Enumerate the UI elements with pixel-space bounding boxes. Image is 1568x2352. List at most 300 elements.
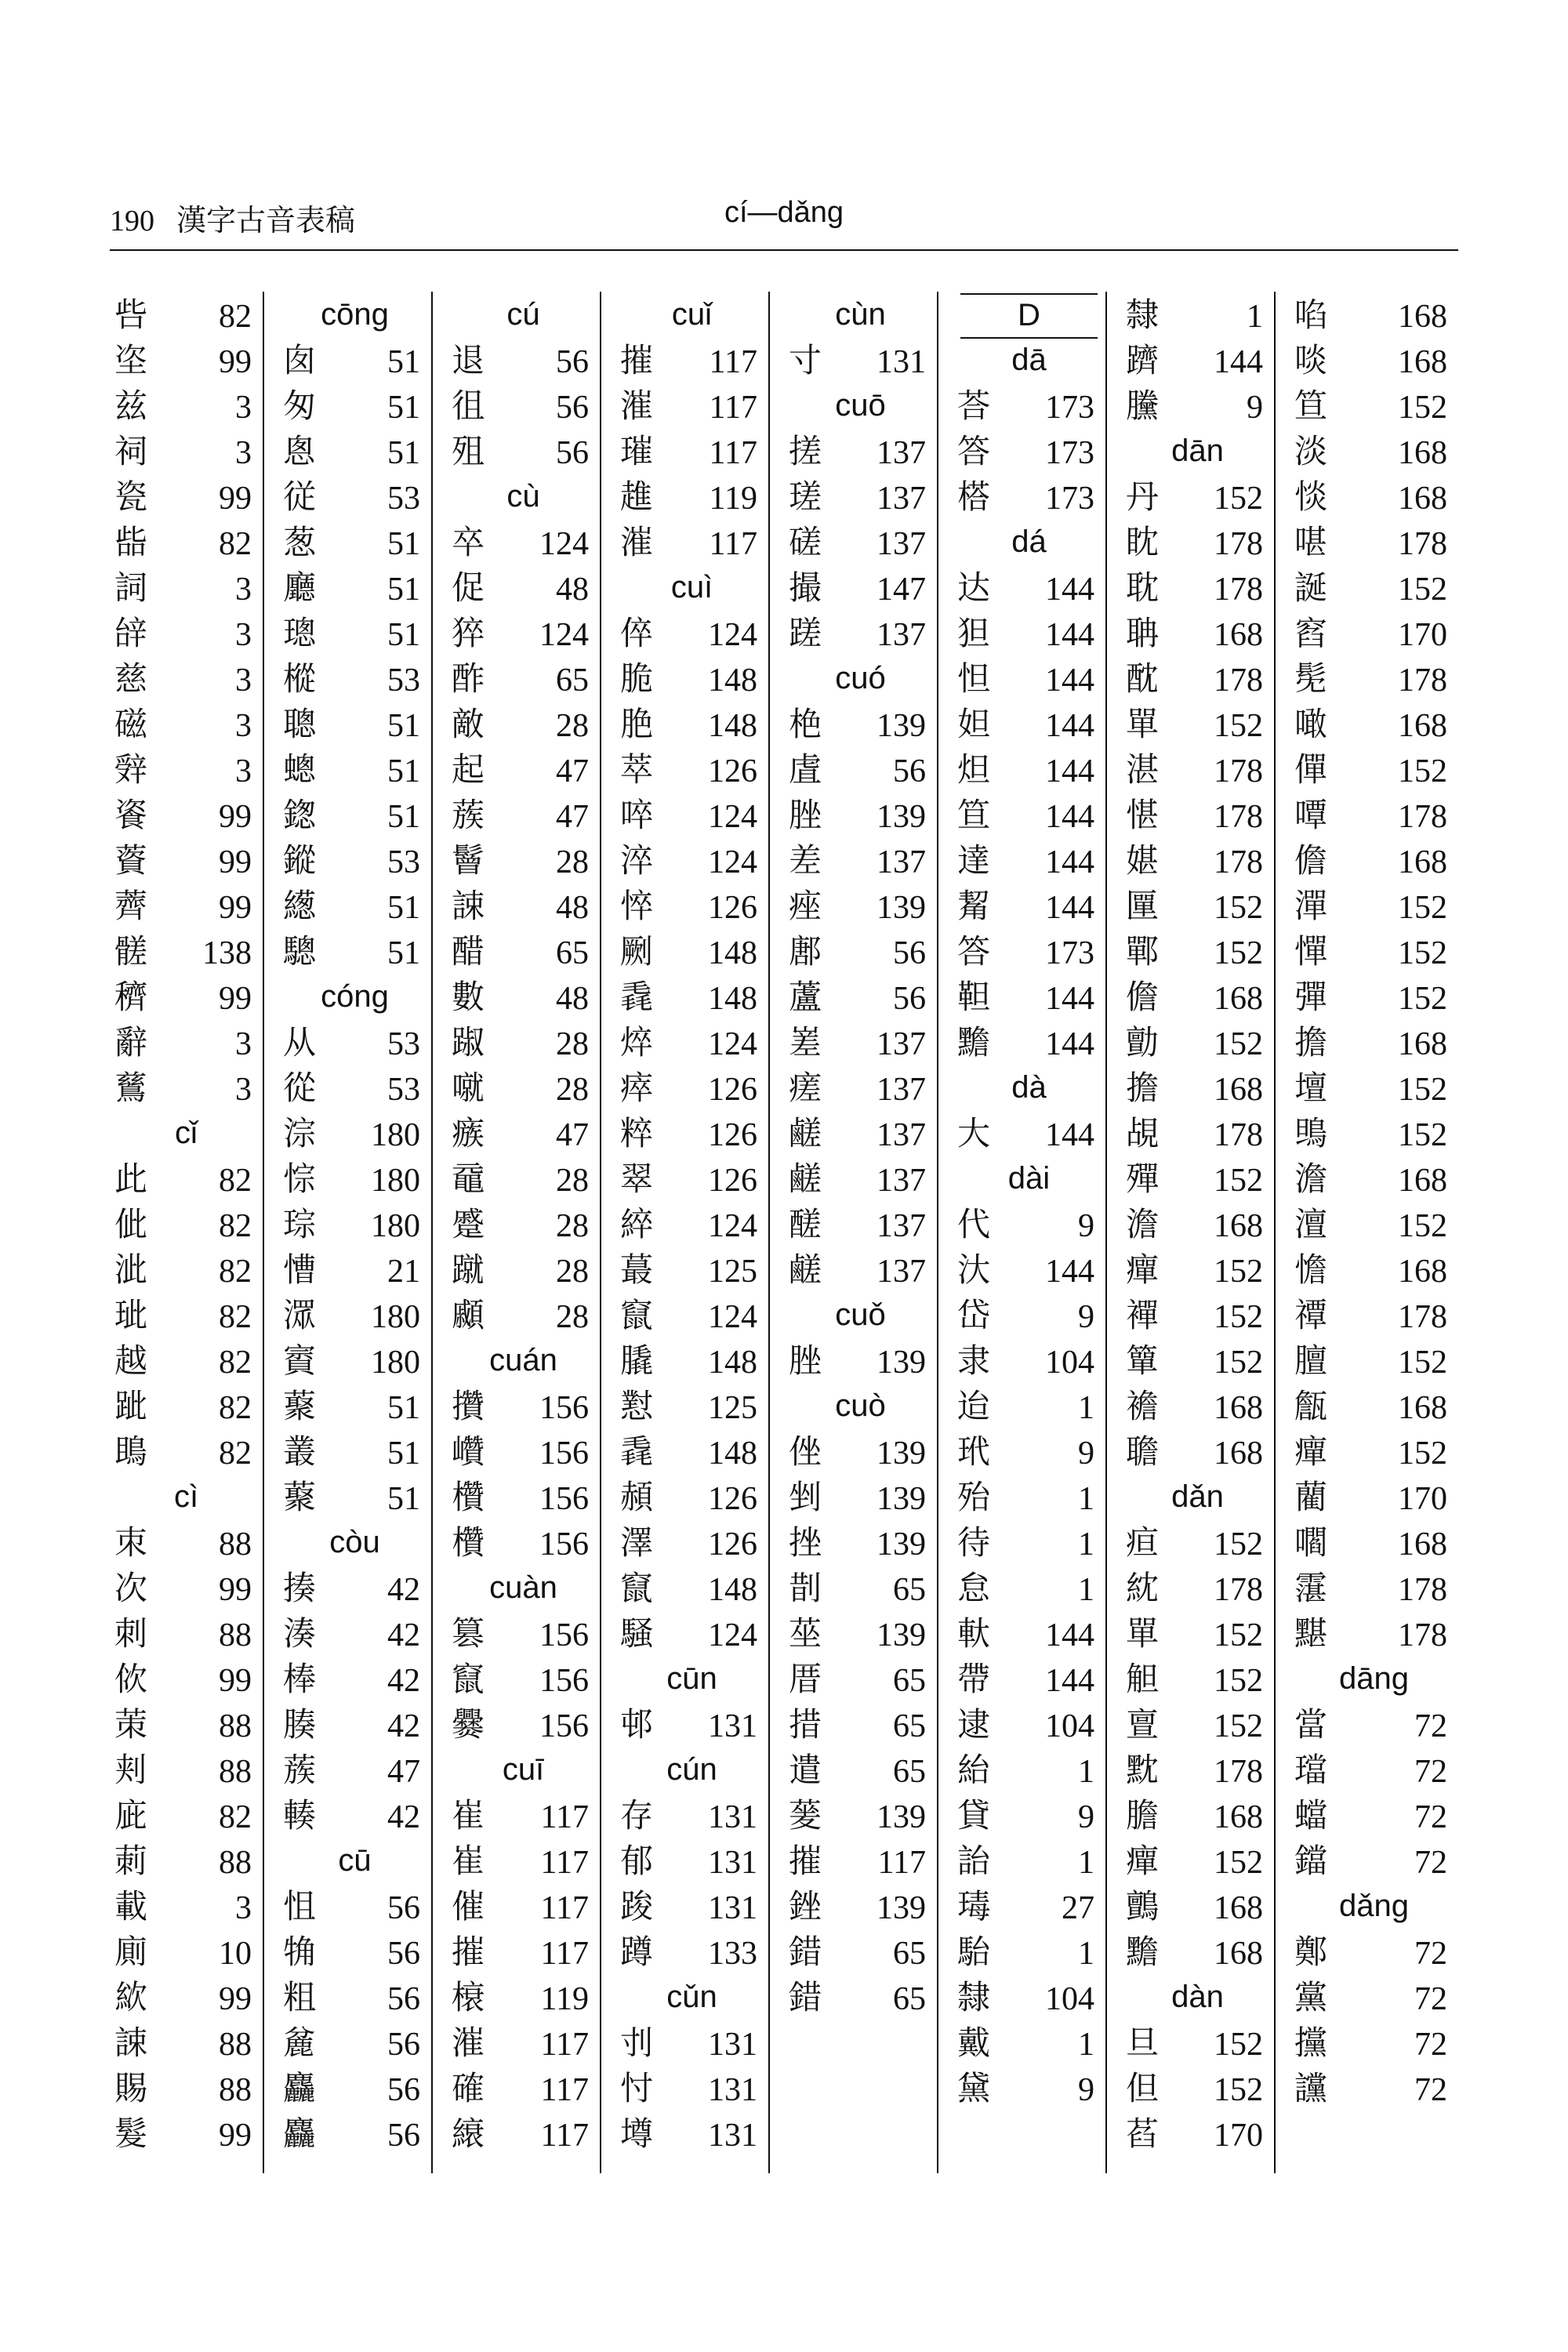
entry-character: 粗 [283,1978,317,2016]
entry-group-number: 168 [1214,1799,1263,1835]
index-entry [1290,1110,1458,1156]
entry-character: 觕 [283,1933,317,1971]
entry-group-number: 28 [556,1163,589,1199]
index-entry [278,383,431,428]
page-header [110,196,1458,245]
entry-character: 確 [452,2069,485,2107]
reading-heading [784,292,937,337]
entry-group-number: 72 [1414,2027,1447,2063]
entry-group-number: 9 [1078,2072,1094,2108]
entry-group-number: 9 [1078,1299,1094,1335]
entry-character: 巑 [452,1432,485,1471]
entry-character: 腠 [283,1705,317,1744]
entry-character: 瓷 [114,477,148,516]
entry-group-number: 126 [708,1072,757,1108]
entry-group-number: 119 [709,481,757,517]
index-entry [110,1156,263,1201]
entry-character: 憺 [1294,1250,1328,1289]
entry-group-number: 9 [1078,1208,1094,1244]
entry-character: 榙 [957,477,991,516]
entry-group-number: 131 [708,2118,757,2154]
index-entry [953,1610,1105,1656]
index-entry [447,1156,600,1201]
entry-character: 达 [957,568,991,607]
entry-character: 怠 [957,1569,991,1607]
index-entry [278,928,431,974]
entry-character: 顣 [452,1296,485,1334]
index-entry [278,519,431,564]
index-entry [447,519,600,564]
entry-group-number: 124 [708,1617,757,1653]
index-entry [447,383,600,428]
pinyin-reading: cuì [670,570,713,604]
index-entry [615,1428,768,1474]
entry-character: 髊 [114,932,148,971]
entry-group-number: 56 [387,2118,420,2154]
entry-group-number: 117 [540,2027,589,2063]
index-entry [1290,2020,1458,2065]
index-entry [278,1338,431,1383]
entry-group-number: 9 [1078,1436,1094,1472]
index-entry [1121,2111,1274,2156]
entry-character: 待 [957,1523,991,1562]
entry-character: 竄 [620,1296,654,1334]
entry-character: 厝 [789,1660,822,1698]
reading-heading [615,564,768,610]
index-entry [278,837,431,883]
index-entry [447,1201,600,1247]
index-entry [278,1792,431,1838]
entry-group-number: 117 [709,390,757,426]
entry-group-number: 152 [1214,1299,1263,1335]
entry-character: 攢 [452,1387,485,1425]
index-entry [1290,1701,1458,1747]
pinyin-reading: cuò [835,1388,886,1423]
index-columns [110,292,1458,2173]
entry-group-number: 178 [1214,662,1263,699]
index-entry [110,1428,263,1474]
entry-group-number: 144 [1214,344,1263,380]
entry-group-number: 178 [1398,799,1447,835]
entry-group-number: 82 [219,1799,252,1835]
entry-group-number: 56 [387,1936,420,1972]
entry-character: 澶 [1294,1205,1328,1243]
index-entry [1290,610,1458,655]
entry-group-number: 156 [539,1390,589,1426]
entry-character: 脞 [789,796,822,834]
entry-group-number: 88 [219,2027,252,2063]
entry-group-number: 53 [387,1072,420,1108]
entry-group-number: 1 [1078,1526,1094,1563]
entry-character: 踆 [620,1887,654,1926]
index-entry [1290,1156,1458,1201]
entry-group-number: 144 [1045,753,1094,789]
entry-character: 銼 [789,1887,822,1926]
entry-group-number: 152 [1398,572,1447,608]
entry-character: 黱 [1126,387,1160,425]
index-entry [278,701,431,746]
entry-group-number: 56 [387,2072,420,2108]
index-entry [447,1065,600,1110]
index-entry [615,1065,768,1110]
entry-group-number: 180 [371,1117,420,1153]
entry-character: 辭 [114,1023,148,1062]
entry-group-number: 152 [1398,1117,1447,1153]
index-entry [447,701,600,746]
index-entry [784,428,937,474]
index-entry [1121,1338,1274,1383]
letter-section-heading [953,292,1105,337]
entry-group-number: 56 [556,344,589,380]
entry-group-number: 1 [1078,1754,1094,1790]
entry-character: 誕 [1294,568,1328,607]
entry-character: 淙 [283,1114,317,1152]
entry-group-number: 168 [1214,1936,1263,1972]
entry-group-number: 124 [708,799,757,835]
index-entry [278,1110,431,1156]
index-entry [615,1247,768,1292]
entry-group-number: 168 [1214,1390,1263,1426]
entry-character: 黮 [1294,1614,1328,1653]
reading-heading [953,519,1105,564]
entry-group-number: 28 [556,844,589,880]
index-entry [615,974,768,1019]
index-entry [1121,1519,1274,1565]
reading-heading [953,337,1105,383]
entry-group-number: 144 [1045,799,1094,835]
entry-character: 鹺 [789,1250,822,1289]
index-entry [1290,1929,1458,1974]
index-entry [953,1110,1105,1156]
entry-character: 逮 [957,1705,991,1744]
entry-character: 藂 [283,1387,317,1425]
entry-character: 儋 [1126,978,1160,1016]
index-entry [278,2111,431,2156]
entry-character: 詞 [114,568,148,607]
index-entry [784,519,937,564]
entry-group-number: 148 [708,708,757,744]
entry-group-number: 124 [539,617,589,653]
entry-group-number: 168 [1398,435,1447,471]
index-entry [447,1883,600,1929]
entry-character: 萃 [620,750,654,789]
index-entry [110,974,263,1019]
entry-group-number: 156 [539,1617,589,1653]
entry-character: 淬 [620,841,654,880]
entry-character: 存 [620,1796,654,1835]
index-entry [784,883,937,928]
entry-group-number: 21 [387,1254,420,1290]
pinyin-reading: cǔn [666,1980,717,2014]
index-entry [1121,1383,1274,1428]
entry-group-number: 82 [219,1390,252,1426]
entry-character: 怚 [283,1887,317,1926]
index-entry [110,519,263,564]
entry-group-number: 168 [1214,1208,1263,1244]
reading-heading [1121,428,1274,474]
entry-character: 磋 [789,523,822,561]
entry-character: 癉 [1126,1842,1160,1880]
index-entry [615,746,768,792]
index-entry [447,974,600,1019]
entry-group-number: 65 [556,935,589,971]
index-entry [784,1519,937,1565]
entry-character: 粹 [620,1114,654,1152]
entry-group-number: 1 [1078,1845,1094,1881]
entry-character: 琮 [283,1205,317,1243]
entry-group-number: 88 [219,1526,252,1563]
entry-character: 膬 [620,1341,654,1380]
entry-character: 頳 [620,1478,654,1516]
entry-character: 黵 [957,1023,991,1062]
index-entry [784,746,937,792]
index-entry [1121,1792,1274,1838]
entry-group-number: 47 [556,753,589,789]
index-entry [615,1156,768,1201]
reading-heading [447,1338,600,1383]
entry-group-number: 126 [708,890,757,926]
entry-group-number: 51 [387,708,420,744]
index-entry [1121,1701,1274,1747]
entry-character: 次 [114,1569,148,1607]
reading-heading [784,383,937,428]
index-entry [953,1383,1105,1428]
index-entry [953,1838,1105,1883]
entry-character: 兹 [114,387,148,425]
entry-group-number: 144 [1045,890,1094,926]
entry-group-number: 139 [877,1481,926,1517]
reading-heading [615,1974,768,2020]
entry-character: 璫 [1294,1751,1328,1789]
index-entry [784,928,937,974]
entry-group-number: 156 [539,1526,589,1563]
index-entry [447,928,600,974]
entry-group-number: 168 [1398,844,1447,880]
index-entry [784,1974,937,2020]
entry-group-number: 3 [235,662,252,699]
entry-character: 剒 [789,1569,822,1607]
index-entry [278,610,431,655]
entry-character: 剉 [789,1478,822,1516]
entry-group-number: 138 [202,935,252,971]
entry-group-number: 3 [235,1072,252,1108]
index-entry [447,837,600,883]
entry-character: 蕞 [620,1250,654,1289]
entry-group-number: 51 [387,935,420,971]
index-entry [953,1247,1105,1292]
pinyin-reading: cōng [321,297,389,332]
entry-group-number: 42 [387,1617,420,1653]
entry-character: 瘯 [452,1114,485,1152]
entry-character: 啗 [1294,296,1328,334]
entry-group-number: 82 [219,1254,252,1290]
index-entry [110,655,263,701]
entry-character: 從 [283,1069,317,1107]
index-entry [1290,883,1458,928]
entry-group-number: 104 [1045,1708,1094,1744]
entry-group-number: 152 [1398,753,1447,789]
index-entry [784,1929,937,1974]
entry-group-number: 56 [387,1890,420,1926]
entry-character: 儋 [1294,841,1328,880]
index-entry [953,1201,1105,1247]
entry-group-number: 82 [219,299,252,335]
index-entry [615,1701,768,1747]
entry-group-number: 168 [1398,1026,1447,1062]
index-entry [1290,1065,1458,1110]
entry-character: 湊 [283,1614,317,1653]
entry-group-number: 124 [708,1026,757,1062]
entry-character: 亶 [1126,1705,1160,1744]
index-entry [784,1883,937,1929]
entry-character: 蹉 [789,614,822,652]
entry-character: 摧 [452,1933,485,1971]
entry-character: 淡 [1294,432,1328,470]
index-entry [447,1610,600,1656]
entry-group-number: 173 [1045,481,1094,517]
index-entry [953,564,1105,610]
index-entry [447,564,600,610]
entry-character: 輳 [283,1796,317,1835]
entry-group-number: 137 [877,1208,926,1244]
entry-character: 漼 [452,2024,485,2062]
index-entry [1290,928,1458,974]
entry-group-number: 65 [556,662,589,699]
entry-character: 怛 [957,659,991,698]
entry-group-number: 170 [1398,617,1447,653]
reading-heading [953,1156,1105,1201]
entry-group-number: 42 [387,1663,420,1699]
index-entry [1290,1838,1458,1883]
entry-character: 差 [789,841,822,880]
entry-character: 匆 [283,387,317,425]
index-entry [615,337,768,383]
entry-character: 潀 [283,1296,317,1334]
pinyin-reading: cuàn [489,1570,557,1605]
index-entry [1290,1474,1458,1519]
entry-character: 黨 [1294,1978,1328,2016]
entry-character: 讜 [1294,2069,1328,2107]
entry-group-number: 144 [1045,1617,1094,1653]
pinyin-reading: cù [506,479,540,514]
entry-character: 駘 [957,1933,991,1971]
entry-group-number: 137 [877,844,926,880]
index-entry [278,1747,431,1792]
entry-character: 黛 [957,2069,991,2107]
entry-group-number: 178 [1214,844,1263,880]
index-entry [110,2111,263,2156]
pinyin-reading: dài [1007,1161,1051,1196]
entry-character: 玳 [957,1432,991,1471]
entry-character: 蓌 [789,1796,822,1835]
index-entry [953,1428,1105,1474]
entry-character: 卒 [452,523,485,561]
entry-character: 鴠 [1294,1114,1328,1152]
entry-group-number: 9 [1078,1799,1094,1835]
entry-character: 數 [452,978,485,1016]
entry-character: 刾 [114,1751,148,1789]
entry-group-number: 27 [1062,1890,1094,1926]
reading-heading [278,1519,431,1565]
entry-group-number: 148 [708,981,757,1017]
entry-group-number: 1 [1078,1572,1094,1608]
entry-character: 鴡 [114,1432,148,1471]
entry-group-number: 1 [1078,1390,1094,1426]
entry-character: 篡 [452,1614,485,1653]
entry-group-number: 82 [219,1436,252,1472]
index-entry [278,564,431,610]
entry-group-number: 168 [1398,481,1447,517]
reading-heading [110,1110,263,1156]
entry-group-number: 168 [1214,1436,1263,1472]
entry-character: 軑 [957,1614,991,1653]
index-entry [278,428,431,474]
reading-heading [447,1747,600,1792]
entry-character: 鐺 [1294,1842,1328,1880]
entry-group-number: 173 [1045,435,1094,471]
entry-character: 爨 [452,1705,485,1744]
entry-character: 黕 [1126,1751,1160,1789]
index-entry [110,1701,263,1747]
entry-group-number: 137 [877,1163,926,1199]
index-entry [953,1292,1105,1338]
index-entry [615,428,768,474]
pinyin-reading: cú [506,297,540,332]
entry-character: 旦 [1126,2024,1160,2062]
entry-character: 殫 [1126,1160,1160,1198]
entry-character: 憚 [1294,932,1328,971]
entry-character: 窞 [1294,614,1328,652]
entry-group-number: 53 [387,844,420,880]
entry-group-number: 178 [1398,1299,1447,1335]
index-entry [110,1974,263,2020]
index-entry [447,746,600,792]
entry-character: 蹴 [452,1250,485,1289]
index-entry [615,1338,768,1383]
entry-character: 漼 [620,387,654,425]
index-entry [615,2020,768,2065]
entry-character: 泚 [114,1250,148,1289]
index-entry [447,655,600,701]
entry-character: 脞 [789,1341,822,1380]
index-entry [110,1292,263,1338]
pinyin-reading: cuō [835,388,886,423]
index-entry [110,837,263,883]
index-entry [784,1338,937,1383]
entry-group-number: 144 [1045,1254,1094,1290]
index-entry [1121,1019,1274,1065]
index-entry [953,1338,1105,1383]
entry-group-number: 51 [387,526,420,562]
entry-group-number: 117 [540,1799,589,1835]
entry-group-number: 88 [219,1617,252,1653]
entry-character: 擔 [1126,1069,1160,1107]
entry-character: 脃 [620,705,654,743]
entry-group-number: 168 [1214,1890,1263,1926]
entry-group-number: 170 [1398,1481,1447,1517]
entry-character: 囱 [283,341,317,379]
entry-character: 瘁 [620,1069,654,1107]
entry-character: 廁 [114,1933,148,1971]
entry-group-number: 72 [1414,1981,1447,2017]
entry-group-number: 28 [556,1299,589,1335]
pinyin-reading: cuī [502,1752,545,1787]
entry-character: 此 [114,1160,148,1198]
entry-group-number: 56 [893,935,926,971]
index-entry [615,928,768,974]
pinyin-reading: còu [329,1525,380,1559]
entry-character: 刌 [620,2024,654,2062]
